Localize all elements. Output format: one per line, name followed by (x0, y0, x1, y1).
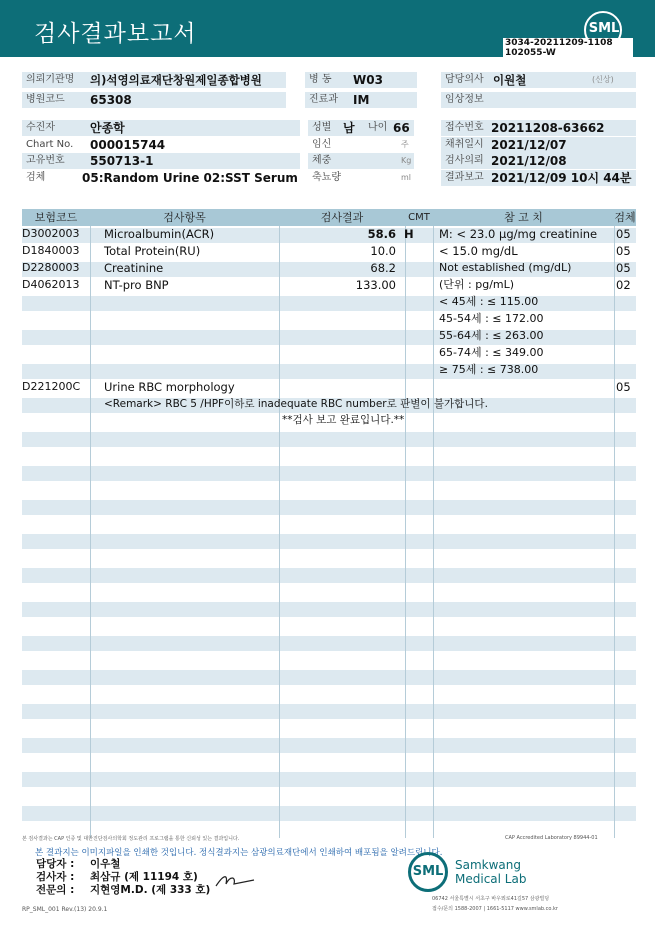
table-stripe (22, 296, 636, 311)
institution-label: 의뢰기관명 (22, 72, 86, 88)
table-stripe (22, 806, 636, 821)
row1-cmt: H (404, 227, 414, 241)
ref-line: 45-54세 : ≤ 172.00 (439, 312, 544, 325)
dept-label: 진료과 (305, 92, 351, 108)
col-insurance-code: 보험코드 (34, 211, 78, 224)
col-divider (90, 226, 91, 838)
row1-reference: M: < 23.0 μg/mg creatinine (439, 227, 598, 241)
row2-result: 10.0 (370, 244, 396, 258)
collection-date-value: 2021/12/07 (491, 138, 567, 152)
table-stripe (22, 670, 636, 685)
row1-result: 58.6 (367, 227, 396, 241)
receipt-no-label: 접수번호 (441, 120, 489, 136)
sex-value: 남 (343, 121, 355, 135)
table-stripe (22, 500, 636, 515)
row3-specimen: 05 (616, 261, 631, 275)
table-stripe (22, 636, 636, 651)
clinical-info-label: 임상정보 (441, 92, 636, 108)
row4-specimen: 02 (616, 278, 631, 292)
report-number-line2: 102055-W (505, 48, 556, 58)
row3-result: 68.2 (370, 261, 396, 275)
specimen-value: 05:Random Urine 02:SST Serum (82, 171, 298, 185)
row1-item: Microalbumin(ACR) (104, 227, 215, 241)
specialist-name: 지현영M.D. (제 333 호) (90, 884, 211, 896)
reporter-name: 이우철 (90, 858, 121, 870)
row4-item: NT-pro BNP (104, 278, 169, 292)
hospital-code-label: 병원코드 (22, 92, 86, 108)
report-number-line1: 3034-20211209-1108 (505, 38, 613, 48)
specimen-label: 검체 (26, 172, 46, 183)
pregnancy-label: 임신 (312, 139, 332, 150)
signature-icon (214, 870, 256, 890)
row4-code: D4062013 (22, 278, 80, 291)
lab-name-line1: Samkwang (455, 858, 521, 872)
col-divider (433, 226, 434, 838)
request-date-value: 2021/12/08 (491, 154, 567, 168)
dept-value: IM (353, 93, 370, 107)
lab-address: 06742 서울특별시 서초구 바우뫼로41길57 삼광빌딩 (432, 896, 550, 902)
examiner-name: 최삼규 (제 11194 호) (90, 871, 198, 883)
form-id: RP_SML_001 Rev.(13) 20.9.1 (22, 906, 108, 913)
row1-code: D3002003 (22, 227, 80, 240)
row3-code: D2280003 (22, 261, 80, 274)
table-stripe (22, 568, 636, 583)
row2-item: Total Protein(RU) (104, 244, 201, 258)
urine-volume-unit: ml (401, 173, 412, 182)
doctor-value: 이원철 (493, 73, 527, 87)
weight-label: 체중 (308, 153, 340, 169)
col-specimen: 검체 (614, 211, 636, 224)
patient-value: 안종학 (90, 121, 125, 135)
row3-item: Creatinine (104, 261, 164, 275)
patient-label: 수진자 (22, 120, 86, 136)
doctor-sign-note: (신상) (592, 75, 614, 84)
ward-label: 병 동 (305, 72, 351, 88)
institution-value: 의)석영의료재단창원제일종합병원 (90, 73, 262, 87)
ref-line: ≥ 75세 : ≤ 738.00 (439, 363, 539, 376)
ref-line: 65-74세 : ≤ 349.00 (439, 346, 544, 359)
lab-name-line2: Medical Lab (455, 872, 527, 886)
morph-specimen: 05 (616, 380, 631, 394)
row1-specimen: 05 (616, 227, 631, 241)
col-cmt: CMT (408, 212, 430, 223)
collection-date-label: 채취일시 (441, 137, 489, 153)
results-table-header (22, 209, 636, 226)
report-date-value: 2021/12/09 10시 44분 (491, 171, 632, 185)
row4-reference: (단위 : pg/mL) (439, 278, 515, 291)
row2-code: D1840003 (22, 244, 80, 257)
sml-footer-logo-text: SML (412, 864, 444, 879)
morph-item: Urine RBC morphology (104, 380, 235, 394)
table-stripe (22, 738, 636, 753)
age-value: 66 (393, 121, 410, 135)
table-stripe (22, 704, 636, 719)
pregnancy-unit: 주 (401, 140, 409, 149)
weight-unit: Kg (401, 156, 412, 165)
sex-label: 성별 (308, 120, 340, 136)
report-date-label: 결과보고 (441, 170, 489, 186)
ref-line: < 45세 : ≤ 115.00 (439, 295, 539, 308)
row3-reference: Not established (mg/dL) (439, 261, 572, 274)
chart-no-value: 000015744 (90, 138, 166, 152)
report-title: 검사결과보고서 (34, 21, 197, 47)
table-stripe (22, 364, 636, 379)
col-result: 검사결과 (320, 211, 364, 224)
table-stripe (22, 534, 636, 549)
col-divider (405, 226, 406, 838)
urine-volume-label: 축뇨량 (312, 172, 341, 183)
row2-specimen: 05 (616, 244, 631, 258)
table-stripe (22, 466, 636, 481)
ref-line: 55-64세 : ≤ 263.00 (439, 329, 544, 342)
receipt-no-value: 20211208-63662 (491, 121, 605, 135)
request-date-label: 검사의뢰 (441, 153, 489, 169)
col-divider (614, 226, 615, 838)
remark-text: <Remark> RBC 5 /HPF이하로 inadequate RBC number로 판별이 불가합니다. (104, 398, 488, 410)
completion-text: **검사 보고 완료입니다.** (282, 414, 405, 426)
specialist-label: 전문의 : (36, 884, 75, 896)
doctor-label: 담당의사 (441, 72, 489, 88)
unique-no-value: 550713-1 (90, 154, 154, 168)
lab-name (455, 858, 526, 886)
row2-reference: < 15.0 mg/dL (439, 244, 518, 258)
print-notice: 본 결과지는 이미지파일을 인쇄한 것입니다. 정식결과지는 삼광의료재단에서 인쇄하여 배포됨을 알려드립니다. (35, 848, 443, 858)
fine-print: 본 검사결과는 CAP 인증 및 대한진단검사의학회 정도관리 프로그램을 통한 신뢰성 있는 결과입니다. (22, 836, 240, 842)
examiner-label: 검사자 : (36, 871, 75, 883)
col-test-item: 검사항목 (163, 211, 206, 224)
age-label: 나이 (368, 122, 388, 133)
col-reference: 참 고 치 (504, 211, 543, 224)
report-number (503, 38, 633, 58)
cap-accreditation: CAP Accredited Laboratory 89944-01 (505, 835, 598, 841)
lab-phone: 접수/문의 1588-2007 | 1661-5117 www.smlab.co.kr (432, 906, 558, 912)
col-divider (279, 226, 280, 838)
ward-value: W03 (353, 73, 383, 87)
reporter-label: 담당자 : (36, 858, 75, 870)
unique-no-label: 고유번호 (22, 153, 86, 169)
chart-no-label: Chart No. (26, 139, 74, 150)
morph-code: D221200C (22, 380, 81, 393)
table-stripe (22, 602, 636, 617)
sml-logo-text: SML (588, 21, 620, 36)
table-stripe (22, 432, 636, 447)
hospital-code-value: 65308 (90, 93, 132, 107)
table-stripe (22, 772, 636, 787)
row4-result: 133.00 (355, 278, 396, 292)
